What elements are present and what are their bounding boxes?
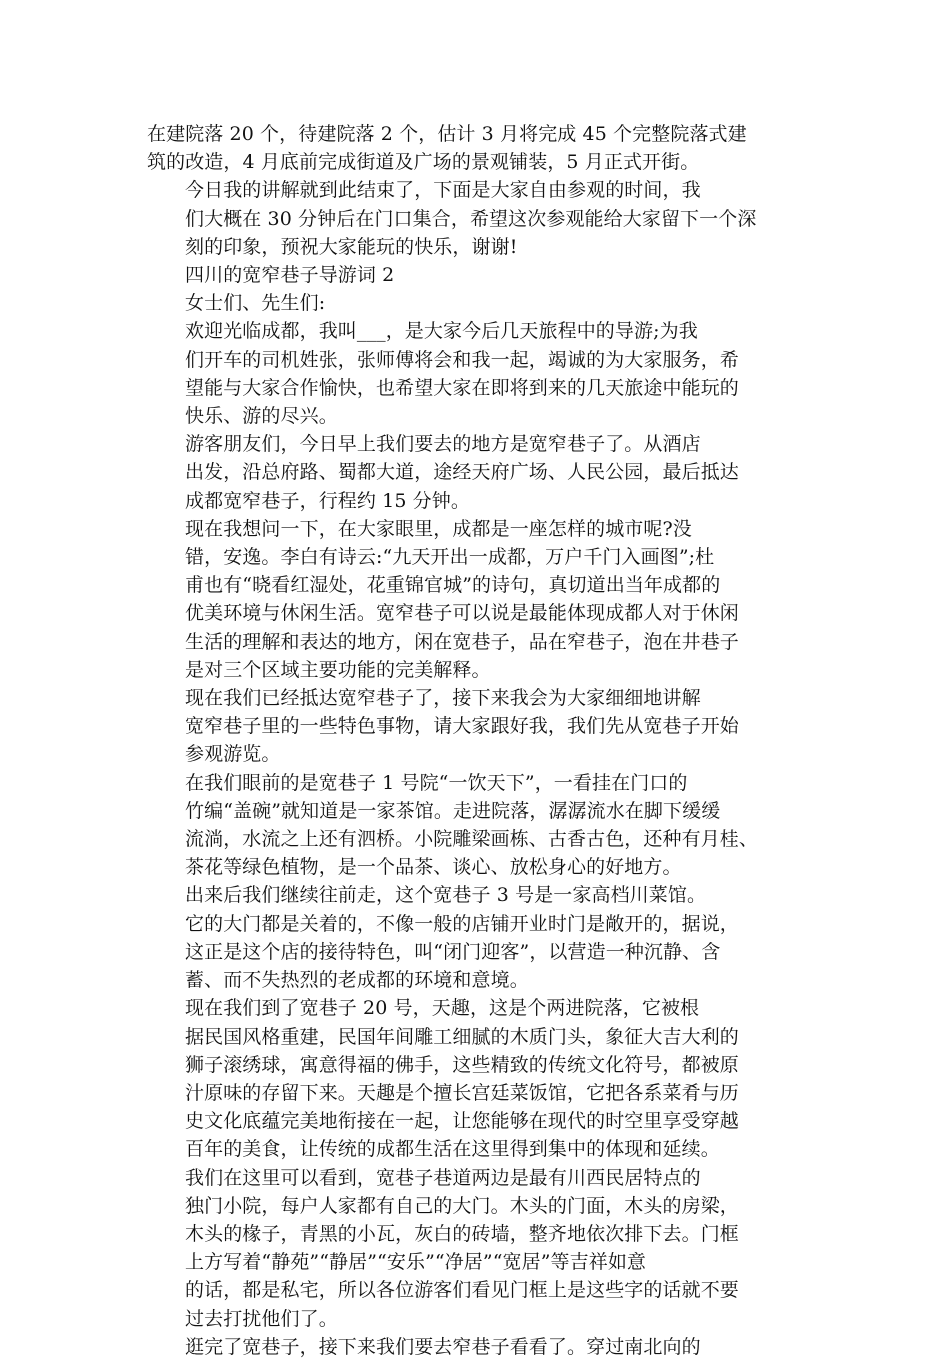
- text-line: 独门小院，每户人家都有自己的大门。木头的门面，木头的房梁，: [185, 1194, 739, 1217]
- text-line: 过去打扰他们了。: [185, 1307, 338, 1330]
- text-line: 蓄、而不失热烈的老成都的环境和意境。: [185, 969, 529, 992]
- text-line: 们开车的司机姓张，张师傅将会和我一起，竭诚的为大家服务，希: [185, 348, 739, 371]
- heading-line: 四川的宽窄巷子导游词 2: [185, 264, 395, 287]
- text-line: 流淌，水流之上还有泗桥。小院雕梁画栋、古香古色，还种有月桂、: [185, 828, 759, 851]
- text-line: 女士们、先生们:: [185, 292, 326, 315]
- paragraph-narrow-alley: [147, 1333, 807, 1361]
- document-page: [147, 120, 807, 1361]
- text-line: 茶花等绿色植物，是一个品茶、谈心、放松身心的好地方。: [185, 856, 682, 879]
- text-line: 望能与大家合作愉快，也希望大家在即将到来的几天旅途中能玩的: [185, 376, 739, 399]
- text-line: 逛完了宽巷子，接下来我们要去窄巷子看看了。穿过南北向的: [185, 1335, 701, 1358]
- text-line: 史文化底蕴完美地衔接在一起，让您能够在现代的时空里享受穿越: [185, 1110, 739, 1133]
- text-line: 是对三个区域主要功能的完美解释。: [185, 658, 491, 681]
- text-line: 现在我想问一下，在大家眼里，成都是一座怎样的城市呢?没: [185, 517, 692, 540]
- paragraph-construction-progress: [147, 120, 807, 176]
- text-line: 它的大门都是关着的，不像一般的店铺开业时门是敞开的，据说，: [185, 912, 739, 935]
- text-line: 生活的理解和表达的地方，闲在宽巷子，品在窄巷子，泡在井巷子: [185, 630, 739, 653]
- text-line: 宽窄巷子里的一些特色事物，请大家跟好我，我们先从宽巷子开始: [185, 715, 739, 738]
- text-line: 游客朋友们，今日早上我们要去的地方是宽窄巷子了。从酒店: [185, 433, 701, 456]
- text-line: 们大概在 30 分钟后在门口集合，希望这次参观能给大家留下一个深: [185, 207, 757, 230]
- paragraph-salutation: [147, 289, 807, 317]
- text-line: 我们在这里可以看到，宽巷子巷道两边是最有川西民居特点的: [185, 1166, 701, 1189]
- text-line: 错，安逸。李白有诗云:“九天开出一成都，万户千门入画图”;杜: [185, 546, 715, 569]
- text-line: 据民国风格重建，民国年间雕工细腻的木质门头，象征大吉大利的: [185, 1025, 739, 1048]
- text-line: 现在我们已经抵达宽窄巷子了，接下来我会为大家细细地讲解: [185, 687, 701, 710]
- text-line: 成都宽窄巷子，行程约 15 分钟。: [185, 489, 470, 512]
- paragraph-teahouse: [147, 769, 807, 882]
- text-line: 现在我们到了宽巷子 20 号，天趣，这是个两进院落，它被根: [185, 997, 700, 1020]
- text-line: 欢迎光临成都，我叫___，是大家今后几天旅程中的导游;为我: [185, 320, 698, 343]
- text-line: 这正是这个店的接待特色，叫“闭门迎客”，以营造一种沉静、含: [185, 940, 721, 963]
- text-line: 木头的椽子，青黑的小瓦，灰白的砖墙，整齐地依次排下去。门框: [185, 1222, 739, 1245]
- section-heading: [147, 261, 807, 289]
- paragraph-tianqu: [147, 994, 807, 1163]
- text-line: 甫也有“晓看红湿处，花重锦官城”的诗句，真切道出当年成都的: [185, 574, 721, 597]
- text-line: 快乐、游的尽兴。: [185, 405, 338, 428]
- paragraph-restaurant: [147, 881, 807, 994]
- text-line: 竹编“盖碗”就知道是一家茶馆。走进院落，潺潺流水在脚下缓缓: [185, 799, 721, 822]
- paragraph-closing-remarks: [147, 176, 807, 261]
- paragraph-arrival: [147, 684, 807, 769]
- text-line: 百年的美食，让传统的成都生活在这里得到集中的体现和延续。: [185, 1138, 720, 1161]
- paragraph-chengdu-intro: [147, 515, 807, 684]
- text-line: 在我们眼前的是宽巷子 1 号院“一饮天下”，一看挂在门口的: [185, 771, 688, 794]
- text-line: 狮子滚绣球，寓意得福的佛手，这些精致的传统文化符号，都被原: [185, 1053, 739, 1076]
- text-line: 的话，都是私宅，所以各位游客们看见门框上是这些字的话就不要: [185, 1279, 739, 1302]
- text-line: 今日我的讲解就到此结束了，下面是大家自由参观的时间，我: [185, 179, 701, 202]
- text-line: 出发，沿总府路、蜀都大道，途经天府广场、人民公园，最后抵达: [185, 461, 739, 484]
- text-line: 上方写着“静苑”“静居”“安乐”“净居”“宽居”等吉祥如意: [185, 1251, 647, 1274]
- text-line: 汁原味的存留下来。天趣是个擅长宫廷菜饭馆，它把各系菜肴与历: [185, 1081, 739, 1104]
- text-line: 筑的改造，4 月底前完成街道及广场的景观铺装，5 月正式开街。: [147, 151, 700, 174]
- text-line: 在建院落 20 个，待建院落 2 个，估计 3 月将完成 45 个完整院落式建: [147, 123, 747, 145]
- text-line: 参观游览。: [185, 743, 281, 766]
- paragraph-welcome: [147, 317, 807, 430]
- paragraph-courtyards: [147, 1164, 807, 1333]
- text-line: 刻的印象，预祝大家能玩的快乐，谢谢!: [185, 235, 518, 258]
- text-line: 优美环境与休闲生活。宽窄巷子可以说是最能体现成都人对于休闲: [185, 602, 739, 625]
- paragraph-route: [147, 430, 807, 515]
- text-line: 出来后我们继续往前走，这个宽巷子 3 号是一家高档川菜馆。: [185, 884, 707, 907]
